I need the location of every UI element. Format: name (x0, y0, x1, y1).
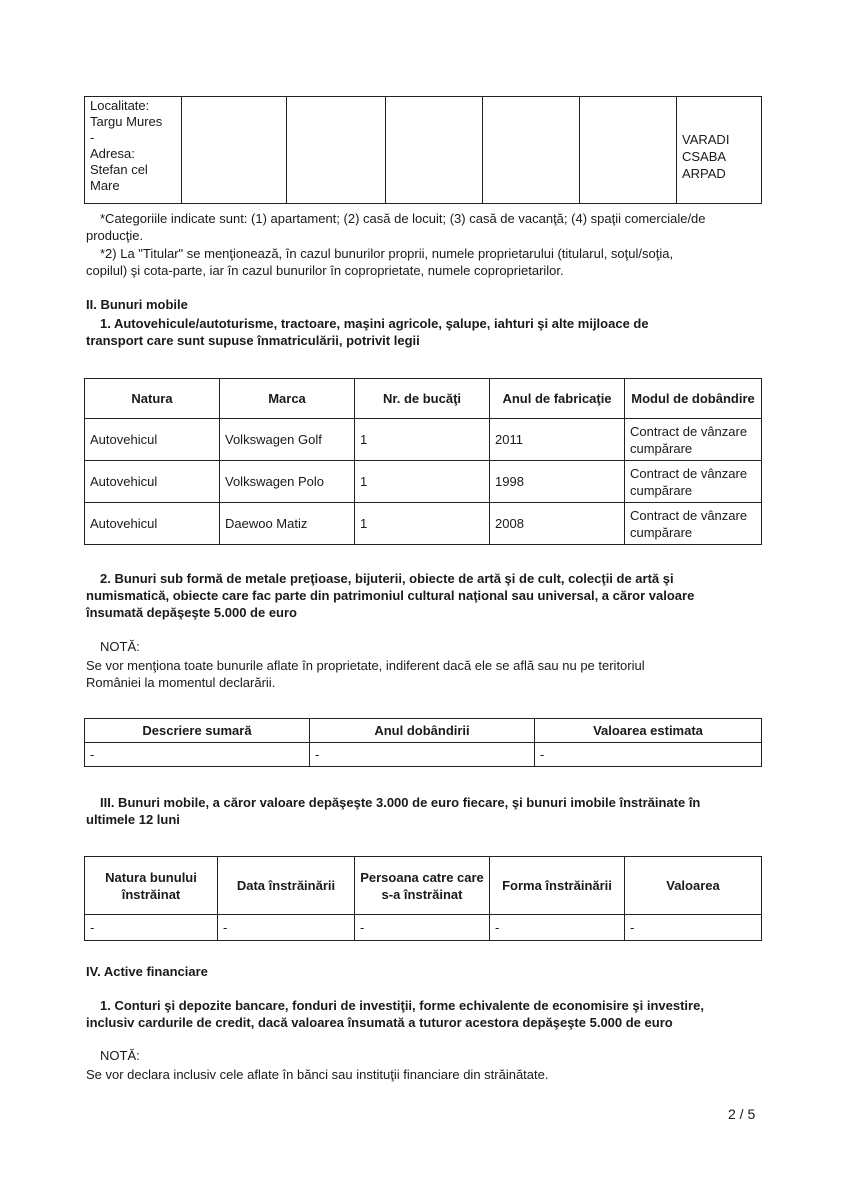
nota-label-iv: NOTĂ: (100, 1048, 140, 1063)
alienated-person: - (355, 915, 490, 941)
empty-cell (483, 97, 580, 204)
valuables-header-year: Anul dobândirii (310, 719, 535, 743)
section-iv-heading: IV. Active financiare (86, 964, 208, 979)
valuables-header-desc: Descriere sumară (85, 719, 310, 743)
address-value-1: Stefan cel (90, 162, 148, 177)
location-label: Localitate: (90, 98, 150, 113)
vehicle-nature: Autovehicul (85, 503, 220, 545)
table-row (85, 419, 762, 461)
alienated-date: - (218, 915, 355, 941)
table-row (85, 915, 762, 941)
vehicles-header-nr: Nr. de bucăţi (355, 379, 490, 419)
footnote-1-cont: producţie. (86, 228, 144, 243)
owner-line-3: ARPAD (682, 165, 726, 181)
valuables-value: - (535, 743, 762, 767)
nota-line-1: Se vor menţiona toate bunurile aflate în proprietate, indiferent dacă ele se află sau nu pe teritoriul (86, 658, 645, 673)
nota-iv-line-1: Se vor declara inclusiv cele aflate în bănci sau instituţii financiare din străinătate. (86, 1067, 549, 1082)
vehicles-header-mod: Modul de dobândire (625, 379, 762, 419)
table-row (85, 743, 762, 767)
owner-cell (677, 97, 762, 204)
vehicle-brand: Volkswagen Golf (220, 419, 355, 461)
section-ii-sub2-line-1: 2. Bunuri sub formă de metale preţioase, bijuterii, obiecte de artă şi de cult, colecţii de artă şi (100, 571, 674, 586)
vehicle-acquisition: Contract de vânzare cumpărare (625, 419, 762, 461)
vehicles-header-marca: Marca (220, 379, 355, 419)
vehicle-acquisition: Contract de vânzare cumpărare (625, 461, 762, 503)
section-ii-sub1-line-2: transport care sunt supuse înmatriculării, potrivit legii (86, 333, 420, 348)
section-ii-sub1-line-1: 1. Autovehicule/autoturisme, tractoare, maşini agricole, şalupe, iahturi şi alte mijloace de (100, 316, 649, 331)
address-label: Adresa: (90, 146, 135, 161)
valuables-table (84, 718, 762, 767)
vehicle-brand: Volkswagen Polo (220, 461, 355, 503)
table-row (85, 461, 762, 503)
alienated-header-person: Persoana catre care s-a înstrăinat (355, 857, 490, 915)
vehicle-count: 1 (355, 419, 490, 461)
vehicles-header-an: Anul de fabricaţie (490, 379, 625, 419)
vehicle-acquisition: Contract de vânzare cumpărare (625, 503, 762, 545)
alienated-header-date: Data înstrăinării (218, 857, 355, 915)
vehicle-brand: Daewoo Matiz (220, 503, 355, 545)
footnote-2-cont: copilul) şi cota-parte, iar în cazul bunurilor în coproprietate, numele coproprietarilor. (86, 263, 564, 278)
valuables-year: - (310, 743, 535, 767)
alienated-form: - (490, 915, 625, 941)
vehicles-header-natura: Natura (85, 379, 220, 419)
table-row (85, 503, 762, 545)
empty-cell (580, 97, 677, 204)
section-iv-sub1-line-2: inclusiv cardurile de credit, dacă valoarea însumată a tuturor acestora depăşeşte 5.000 de euro (86, 1015, 673, 1030)
alienated-nature: - (85, 915, 218, 941)
section-iii-heading-line-1: III. Bunuri mobile, a căror valoare depăşeşte 3.000 de euro fiecare, şi bunuri imobile înstrăinate în (100, 795, 701, 810)
valuables-header-value: Valoarea estimata (535, 719, 762, 743)
valuables-desc: - (85, 743, 310, 767)
section-ii-sub2-line-2: numismatică, obiecte care fac parte din patrimoniul cultural naţional sau universal, a căror valoare (86, 588, 695, 603)
footnote-2: *2) La "Titular" se menţionează, în cazul bunurilor proprii, numele proprietarului (titularul, soţul/soţia, (100, 246, 674, 261)
vehicle-count: 1 (355, 503, 490, 545)
owner-line-2: CSABA (682, 148, 727, 164)
footnote-1-line-1: *Categoriile indicate sunt: (1) apartament; (2) casă de locuit; (3) casă de vacanţă; (4) spaţii comerciale/de (100, 211, 706, 226)
vehicle-year: 1998 (490, 461, 625, 503)
empty-cell (287, 97, 386, 204)
alienated-header-value: Valoarea (625, 857, 762, 915)
alienated-assets-table (84, 856, 762, 941)
nota-label: NOTĂ: (100, 639, 140, 654)
real-estate-table (84, 96, 762, 204)
vehicle-year: 2011 (490, 419, 625, 461)
empty-cell (386, 97, 483, 204)
location-dash: - (90, 130, 95, 145)
vehicle-year: 2008 (490, 503, 625, 545)
location-cell (85, 97, 182, 204)
section-ii-heading: II. Bunuri mobile (86, 297, 188, 312)
section-ii-sub2-line-3: însumată depăşeşte 5.000 de euro (86, 605, 297, 620)
vehicle-nature: Autovehicul (85, 419, 220, 461)
section-iv-sub1-line-1: 1. Conturi şi depozite bancare, fonduri de investiţii, forme echivalente de economisire şi investire, (100, 998, 704, 1013)
alienated-value: - (625, 915, 762, 941)
page-number: 2 / 5 (728, 1106, 756, 1122)
footnote-1 (100, 210, 780, 227)
alienated-header-form: Forma înstrăinării (490, 857, 625, 915)
vehicle-count: 1 (355, 461, 490, 503)
empty-cell (182, 97, 287, 204)
vehicle-nature: Autovehicul (85, 461, 220, 503)
location-value: Targu Mures (90, 114, 163, 129)
owner-line-1: VARADI (682, 131, 730, 147)
alienated-header-nature: Natura bunului înstrăinat (85, 857, 218, 915)
section-iii-heading-line-2: ultimele 12 luni (86, 812, 180, 827)
vehicles-table (84, 378, 762, 545)
address-value-2: Mare (90, 178, 120, 193)
nota-line-2: României la momentul declarării. (86, 675, 276, 690)
